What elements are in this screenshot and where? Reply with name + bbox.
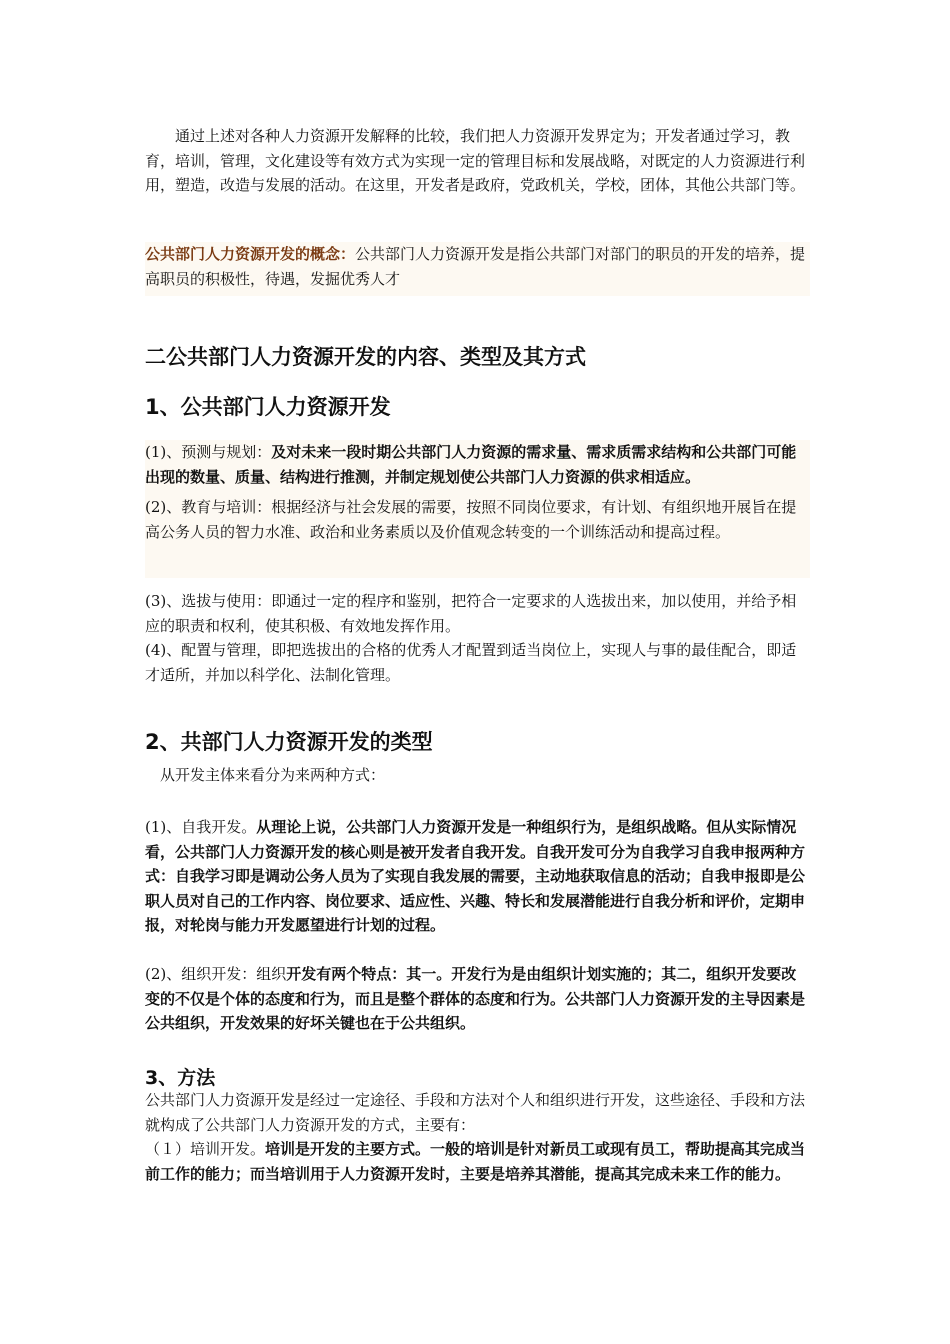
sub2-item-1 <box>145 815 810 938</box>
concept-paragraph <box>145 242 810 296</box>
concept-text: 公共部门人力资源开发是指公共部门对部门的职员的开发的培养，提高职员的积极性，待遇，发掘优秀人才 <box>145 245 806 288</box>
sub1-item-2-lead: (2)、教育与培训： <box>145 498 272 516</box>
sub1-block-tinted <box>145 440 810 578</box>
sub1-item-1-lead: (1)、预测与规划： <box>145 443 272 461</box>
subsection-1-title: 1、公共部门人力资源开发 <box>145 395 391 419</box>
sub1-item-3 <box>145 589 810 638</box>
sub1-item-4 <box>145 638 810 687</box>
sub2-item-2-lead: (2)、组织开发：组织 <box>145 965 287 983</box>
sub1-item-3-lead: (3)、选拔与使用： <box>145 592 272 610</box>
sub1-item-4-text: 即把选拔出的合格的优秀人才配置到适当岗位上，实现人与事的最佳配合，即适才适所，并加以科学化、法制化管理。 <box>145 641 797 684</box>
subsection-3-title: 3、方法 <box>145 1067 216 1089</box>
sub2-intro: 从开发主体来看分为来两种方式： <box>160 766 386 784</box>
intro-paragraph: 通过上述对各种人力资源开发解释的比较，我们把人力资源开发界定为；开发者通过学习，教育，培训，管理，文化建设等有效方式为实现一定的管理目标和发展战略，对既定的人力资源进行利用，塑造，改造与发展的活动。在这里，开发者是政府，党政机关，学校，团体，其他公共部门等。 <box>145 127 806 194</box>
sub2-item-2-text: 开发有两个特点：其一。开发行为是由组织计划实施的；其二，组织开发要改变的不仅是个体的态度和行为，而且是整个群体的态度和行为。公共部门人力资源开发的主导因素是公共组织，开发效果的好坏关键也在于公共组织。 <box>145 965 806 1032</box>
sub1-item-2 <box>145 495 810 544</box>
concept-label: 公共部门人力资源开发的概念： <box>145 245 356 263</box>
sub2-item-2 <box>145 962 810 1036</box>
sub3-intro: 公共部门人力资源开发是经过一定途径、手段和方法对个人和组织进行开发，这些途径、手段和方法就构成了公共部门人力资源开发的方式，主要有： <box>145 1091 806 1134</box>
sub3-item-1-lead: （１）培训开发。 <box>145 1140 266 1158</box>
subsection-2-title: 2、共部门人力资源开发的类型 <box>145 730 433 754</box>
sub1-item-1 <box>145 440 810 489</box>
sub3-item-1 <box>145 1137 810 1186</box>
sub3-item-1-text: 培训是开发的主要方式。一般的培训是针对新员工或现有员工，帮助提高其完成当前工作的能力；而当培训用于人力资源开发时，主要是培养其潜能，提高其完成未来工作的能力。 <box>145 1140 806 1183</box>
section-2-title: 二公共部门人力资源开发的内容、类型及其方式 <box>145 345 586 369</box>
sub2-item-1-text: 从理论上说，公共部门人力资源开发是一种组织行为，是组织战略。但从实际情况看，公共部门人力资源开发的核心则是被开发者自我开发。自我开发可分为自我学习自我申报两种方式：自我学习即是调动公务人员为了实现自我发展的需要，主动地获取信息的活动；自我申报即是公职人员对自己的工作内容、岗位要求、适应性、兴趣、特长和发展潜能进行自我分析和评价，定期申报，对轮岗与能力开发愿望进行计划的过程。 <box>145 818 806 934</box>
sub1-item-3-text: 即通过一定的程序和鉴别，把符合一定要求的人选拔出来，加以使用，并给予相应的职责和权利，使其积极、有效地发挥作用。 <box>145 592 797 635</box>
sub2-item-1-lead: (1)、自我开发。 <box>145 818 257 836</box>
sub1-item-1-text: 及对未来一段时期公共部门人力资源的需求量、需求质需求结构和公共部门可能出现的数量、质量、结构进行推测，并制定规划使公共部门人力资源的供求相适应。 <box>145 443 797 486</box>
sub1-item-2-text: 根据经济与社会发展的需要，按照不同岗位要求，有计划、有组织地开展旨在提高公务人员的智力水准、政治和业务素质以及价值观念转变的一个训练活动和提高过程。 <box>145 498 797 541</box>
sub1-item-4-lead: (4)、配置与管理， <box>145 641 272 659</box>
